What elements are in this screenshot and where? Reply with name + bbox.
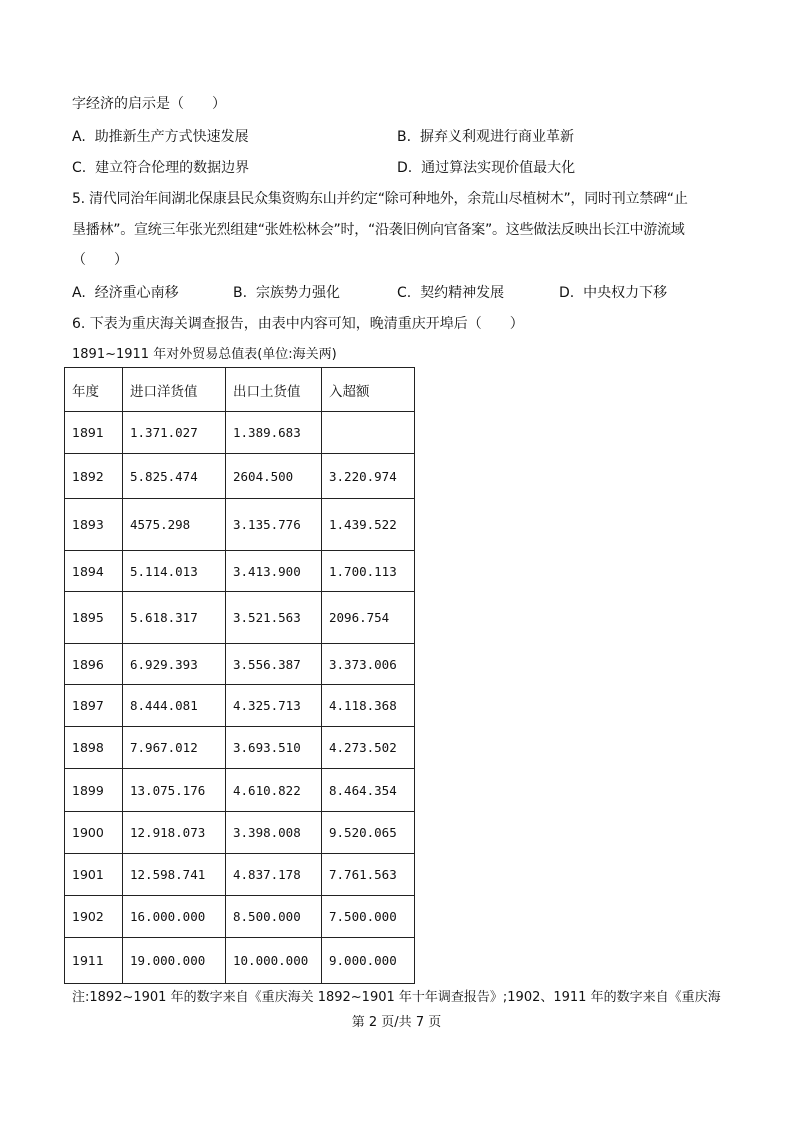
- table-header-row: [65, 368, 415, 412]
- header-year: 年度: [65, 368, 123, 412]
- cell-year: 1898: [65, 727, 123, 769]
- cell-import-value: 8.444.081: [123, 685, 226, 727]
- cell-year: 1894: [65, 551, 123, 592]
- cell-export-value: 4.610.822: [226, 769, 322, 812]
- table-row: [65, 769, 415, 812]
- cell-trade-deficit: 4.273.502: [322, 727, 415, 769]
- cell-import-value: 12.598.741: [123, 854, 226, 896]
- cell-import-value: 4575.298: [123, 499, 226, 551]
- cell-export-value: 3.135.776: [226, 499, 322, 551]
- cell-year: 1893: [65, 499, 123, 551]
- table-row: [65, 896, 415, 938]
- cell-import-value: 19.000.000: [123, 938, 226, 984]
- page-number: 第 2 页/共 7 页: [351, 1015, 442, 1030]
- table-row: [65, 644, 415, 685]
- table-row: [65, 412, 415, 454]
- table-caption: 1891~1911 年对外贸易总值表(单位:海关两): [72, 347, 337, 362]
- cell-import-value: 13.075.176: [123, 769, 226, 812]
- option-letter: A.: [72, 285, 86, 301]
- option-text: 契约精神发展: [420, 285, 505, 301]
- option-text: 通过算法实现价值最大化: [421, 160, 576, 176]
- cell-year: 1902: [65, 896, 123, 938]
- cell-year: 1897: [65, 685, 123, 727]
- option-text: 宗族势力强化: [255, 285, 340, 301]
- header-export-value: 出口土货值: [226, 368, 322, 412]
- cell-import-value: 5.618.317: [123, 592, 226, 644]
- table-footnote: 注:1892~1901 年的数字来自《重庆海关 1892~1901 年十年调查报告》;1902、1911 年的数字来自《重庆海: [72, 990, 721, 1005]
- q5-option-a: [72, 283, 179, 303]
- cell-trade-deficit: 3.373.006: [322, 644, 415, 685]
- question-5-line-2: 垦播林”。宣统三年张光烈组建“张姓松林会”时，“沿袭旧例向官备案”。这些做法反映出长江中游流域: [72, 222, 685, 238]
- table-row: [65, 551, 415, 592]
- option-letter: A.: [72, 129, 86, 145]
- table-row: [65, 938, 415, 984]
- cell-trade-deficit: 7.761.563: [322, 854, 415, 896]
- cell-export-value: 4.325.713: [226, 685, 322, 727]
- table-row: [65, 685, 415, 727]
- option-text: 经济重心南移: [94, 285, 179, 301]
- option-letter: D.: [397, 160, 413, 176]
- cell-import-value: 6.929.393: [123, 644, 226, 685]
- cell-year: 1901: [65, 854, 123, 896]
- cell-export-value: 3.693.510: [226, 727, 322, 769]
- table-row: [65, 812, 415, 854]
- cell-year: 1892: [65, 454, 123, 499]
- cell-trade-deficit: 7.500.000: [322, 896, 415, 938]
- cell-trade-deficit: 1.439.522: [322, 499, 415, 551]
- option-text: 助推新生产方式快速发展: [94, 129, 249, 145]
- table-row: [65, 454, 415, 499]
- header-trade-deficit: 入超额: [322, 368, 415, 412]
- cell-trade-deficit: 3.220.974: [322, 454, 415, 499]
- cell-export-value: 10.000.000: [226, 938, 322, 984]
- cell-trade-deficit: 8.464.354: [322, 769, 415, 812]
- question-4-stem-tail: 字经济的启示是（ ）: [72, 96, 226, 112]
- q4-option-b: [397, 127, 574, 147]
- question-5-line-3: （ ）: [72, 252, 128, 268]
- table-row: [65, 592, 415, 644]
- cell-export-value: 4.837.178: [226, 854, 322, 896]
- cell-export-value: 3.556.387: [226, 644, 322, 685]
- q4-option-c: [72, 158, 249, 178]
- cell-import-value: 12.918.073: [123, 812, 226, 854]
- q4-option-d: [397, 158, 575, 178]
- cell-trade-deficit: 4.118.368: [322, 685, 415, 727]
- cell-import-value: 1.371.027: [123, 412, 226, 454]
- cell-trade-deficit: 9.000.000: [322, 938, 415, 984]
- option-letter: B.: [397, 129, 412, 145]
- cell-year: 1911: [65, 938, 123, 984]
- q5-option-d: [559, 283, 667, 303]
- header-import-value: 进口洋货值: [123, 368, 226, 412]
- cell-trade-deficit: [322, 412, 415, 454]
- question-6-stem: 6. 下表为重庆海关调查报告，由表中内容可知，晚清重庆开埠后（ ）: [72, 316, 524, 332]
- cell-year: 1900: [65, 812, 123, 854]
- table-row: [65, 727, 415, 769]
- cell-trade-deficit: 1.700.113: [322, 551, 415, 592]
- q5-option-c: [397, 283, 504, 303]
- option-text: 中央权力下移: [583, 285, 668, 301]
- cell-year: 1896: [65, 644, 123, 685]
- cell-import-value: 5.114.013: [123, 551, 226, 592]
- question-5-line-1: 5. 清代同治年间湖北保康县民众集资购东山并约定“除可种地外，余荒山尽植树木”，同时刊立禁碑“止: [72, 191, 688, 207]
- cell-export-value: 8.500.000: [226, 896, 322, 938]
- cell-export-value: 3.413.900: [226, 551, 322, 592]
- cell-export-value: 3.521.563: [226, 592, 322, 644]
- cell-trade-deficit: 9.520.065: [322, 812, 415, 854]
- cell-import-value: 7.967.012: [123, 727, 226, 769]
- table-row: [65, 499, 415, 551]
- q5-option-b: [233, 283, 340, 303]
- option-letter: D.: [559, 285, 575, 301]
- cell-year: 1895: [65, 592, 123, 644]
- cell-import-value: 16.000.000: [123, 896, 226, 938]
- option-letter: C.: [397, 285, 412, 301]
- cell-export-value: 1.389.683: [226, 412, 322, 454]
- cell-trade-deficit: 2096.754: [322, 592, 415, 644]
- cell-import-value: 5.825.474: [123, 454, 226, 499]
- option-text: 摒弃义利观进行商业革新: [419, 129, 574, 145]
- cell-year: 1891: [65, 412, 123, 454]
- table-row: [65, 854, 415, 896]
- cell-export-value: 2604.500: [226, 454, 322, 499]
- option-letter: C.: [72, 160, 87, 176]
- option-text: 建立符合伦理的数据边界: [95, 160, 250, 176]
- option-letter: B.: [233, 285, 248, 301]
- q4-option-a: [72, 127, 249, 147]
- trade-value-table: [64, 367, 415, 984]
- cell-export-value: 3.398.008: [226, 812, 322, 854]
- cell-year: 1899: [65, 769, 123, 812]
